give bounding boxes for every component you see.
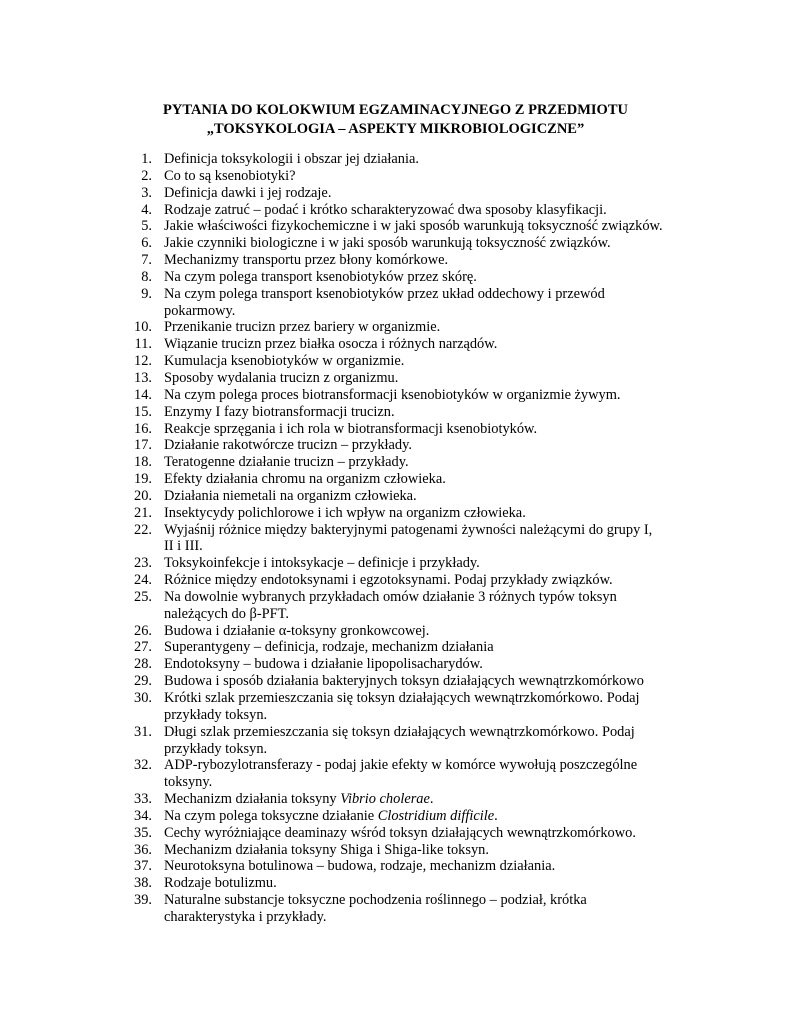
question-text: Mechanizm działania toksyny Vibrio cholerae. <box>164 791 434 808</box>
question-text: Wyjaśnij różnice między bakteryjnymi patogenami żywności należącymi do grupy I, <box>164 521 653 538</box>
question-number: 31. <box>134 723 152 740</box>
question-item <box>0 791 670 808</box>
question-number: 11. <box>134 336 152 353</box>
question-item <box>0 623 670 640</box>
question-number: 6. <box>141 235 152 252</box>
question-text: Cechy wyróżniające deaminazy wśród toksyn działających wewnątrzkomórkowo. <box>164 824 636 841</box>
question-number: 12. <box>134 353 152 370</box>
question-text: Mechanizmy transportu przez błony komórkowe. <box>164 252 449 269</box>
question-list <box>0 151 670 926</box>
question-item <box>0 825 670 842</box>
question-text: Teratogenne działanie trucizn – przykłady. <box>164 454 409 471</box>
question-text: Na czym polega transport ksenobiotyków przez skórę. <box>164 268 477 285</box>
question-text: Na dowolnie wybranych przykładach omów działanie 3 różnych typów toksyn <box>164 588 617 605</box>
question-item <box>0 673 670 690</box>
question-item <box>0 757 670 791</box>
question-number: 3. <box>141 184 152 201</box>
question-number: 26. <box>134 622 152 639</box>
question-number: 37. <box>134 858 152 875</box>
question-number: 13. <box>134 369 152 386</box>
question-text: przykłady toksyn. <box>164 740 268 757</box>
question-item <box>0 808 670 825</box>
question-item <box>0 471 670 488</box>
question-item <box>0 151 670 168</box>
question-text: należących do β-PFT. <box>164 605 289 622</box>
question-number: 14. <box>134 386 152 403</box>
question-number: 32. <box>134 757 152 774</box>
question-text: Naturalne substancje toksyczne pochodzenia roślinnego – podział, krótka <box>164 892 587 909</box>
question-number: 24. <box>134 572 152 589</box>
question-text: Rodzaje zatruć – podać i krótko scharakteryzować dwa sposoby klasyfikacji. <box>164 201 607 218</box>
question-text: Endotoksyny – budowa i działanie lipopolisacharydów. <box>164 656 483 673</box>
question-text: Działania niemetali na organizm człowieka. <box>164 487 417 504</box>
question-text: Różnice między endotoksynami i egzotoksynami. Podaj przykłady związków. <box>164 572 613 589</box>
question-number: 23. <box>134 555 152 572</box>
question-number: 28. <box>134 656 152 673</box>
question-number: 29. <box>134 673 152 690</box>
question-number: 20. <box>134 487 152 504</box>
question-text: Mechanizm działania toksyny Shiga i Shiga-like toksyn. <box>164 841 489 858</box>
question-text: Na czym polega transport ksenobiotyków przez układ oddechowy i przewód <box>164 285 605 302</box>
question-item <box>0 437 670 454</box>
question-number: 5. <box>141 218 152 235</box>
question-item <box>0 286 670 320</box>
question-number: 7. <box>141 252 152 269</box>
question-number: 17. <box>134 437 152 454</box>
question-text: Sposoby wydalania trucizn z organizmu. <box>164 369 399 386</box>
question-text: toksyny. <box>164 774 213 791</box>
question-number: 10. <box>134 319 152 336</box>
question-number: 35. <box>134 824 152 841</box>
question-item <box>0 505 670 522</box>
question-text: Neurotoksyna botulinowa – budowa, rodzaje, mechanizm działania. <box>164 858 556 875</box>
question-item <box>0 202 670 219</box>
question-item <box>0 168 670 185</box>
question-text: Co to są ksenobiotyki? <box>164 167 296 184</box>
question-text: Wiązanie trucizn przez białka osocza i różnych narządów. <box>164 336 498 353</box>
question-text: przykłady toksyn. <box>164 706 268 723</box>
question-text: Przenikanie trucizn przez bariery w organizmie. <box>164 319 441 336</box>
title-line-2: „TOKSYKOLOGIA – ASPEKTY MIKROBIOLOGICZNE” <box>206 121 585 137</box>
question-number: 30. <box>134 690 152 706</box>
question-item <box>0 690 670 724</box>
question-number: 27. <box>134 639 152 656</box>
question-number: 19. <box>134 471 152 488</box>
question-text: Definicja toksykologii i obszar jej działania. <box>164 151 419 167</box>
species-name: Clostridium difficile <box>377 807 495 824</box>
question-item <box>0 235 670 252</box>
question-text: Insektycydy polichlorowe i ich wpływ na organizm człowieka. <box>164 504 526 521</box>
question-text: Krótki szlak przemieszczania się toksyn działających wewnątrzkomórkowo. Podaj <box>164 690 640 706</box>
question-number: 38. <box>134 875 152 892</box>
question-number: 33. <box>134 791 152 808</box>
question-item <box>0 252 670 269</box>
question-item <box>0 421 670 438</box>
document-title <box>0 101 791 139</box>
question-item <box>0 522 670 556</box>
question-item <box>0 218 670 235</box>
question-item <box>0 639 670 656</box>
question-number: 21. <box>134 504 152 521</box>
question-item <box>0 336 670 353</box>
question-text: Jakie czynniki biologiczne i w jaki sposób warunkują toksyczność związków. <box>164 235 611 252</box>
question-text: Reakcje sprzęgania i ich rola w biotransformacji ksenobiotyków. <box>164 420 538 437</box>
question-item <box>0 370 670 387</box>
question-item <box>0 656 670 673</box>
question-text: Działanie rakotwórcze trucizn – przykłady. <box>164 437 412 454</box>
question-item <box>0 404 670 421</box>
question-item <box>0 858 670 875</box>
question-text: Długi szlak przemieszczania się toksyn działających wewnątrzkomórkowo. Podaj <box>164 723 635 740</box>
title-line-1: PYTANIA DO KOLOKWIUM EGZAMINACYJNEGO Z PRZEDMIOTU <box>163 102 628 118</box>
question-item <box>0 842 670 859</box>
question-number: 8. <box>141 268 152 285</box>
question-text: Enzymy I fazy biotransformacji trucizn. <box>164 403 395 420</box>
question-number: 18. <box>134 454 152 471</box>
question-text: Na czym polega toksyczne działanie Clostridium difficile. <box>164 807 498 824</box>
question-text: Rodzaje botulizmu. <box>164 875 277 892</box>
question-item <box>0 724 670 758</box>
question-number: 39. <box>134 892 152 909</box>
question-item <box>0 555 670 572</box>
question-text: II i III. <box>164 538 203 555</box>
question-number: 2. <box>141 167 152 184</box>
question-item <box>0 353 670 370</box>
question-item <box>0 572 670 589</box>
question-item <box>0 892 670 926</box>
question-text: Superantygeny – definicja, rodzaje, mechanizm działania <box>164 639 494 656</box>
question-item <box>0 875 670 892</box>
question-number: 15. <box>134 403 152 420</box>
question-text: Kumulacja ksenobiotyków w organizmie. <box>164 353 405 370</box>
question-number: 16. <box>134 420 152 437</box>
question-item <box>0 488 670 505</box>
question-text: Efekty działania chromu na organizm człowieka. <box>164 471 446 488</box>
question-text: Na czym polega proces biotransformacji ksenobiotyków w organizmie żywym. <box>164 386 621 403</box>
question-text: Budowa i sposób działania bakteryjnych toksyn działających wewnątrzkomórkowo <box>164 673 644 690</box>
question-item <box>0 319 670 336</box>
question-text: pokarmowy. <box>164 302 236 319</box>
question-text: Definicja dawki i jej rodzaje. <box>164 184 332 201</box>
question-number: 34. <box>134 807 152 824</box>
question-number: 1. <box>141 151 152 167</box>
question-text: Budowa i działanie α-toksyny gronkowcowej. <box>164 622 430 639</box>
question-text: Toksykoinfekcje i intoksykacje – definicje i przykłady. <box>164 555 480 572</box>
species-name: Vibrio cholerae <box>340 791 430 808</box>
question-item <box>0 387 670 404</box>
question-number: 22. <box>134 521 152 538</box>
question-item <box>0 454 670 471</box>
question-item <box>0 589 670 623</box>
question-item <box>0 269 670 286</box>
question-number: 9. <box>141 285 152 302</box>
question-text: ADP-rybozylotransferazy - podaj jakie efekty w komórce wywołują poszczególne <box>164 757 638 774</box>
question-item <box>0 185 670 202</box>
question-number: 25. <box>134 588 152 605</box>
question-text: charakterystyka i przykłady. <box>164 908 327 925</box>
question-number: 36. <box>134 841 152 858</box>
question-text: Jakie właściwości fizykochemiczne i w jaki sposób warunkują toksyczność związków. <box>164 218 663 235</box>
question-number: 4. <box>141 201 152 218</box>
